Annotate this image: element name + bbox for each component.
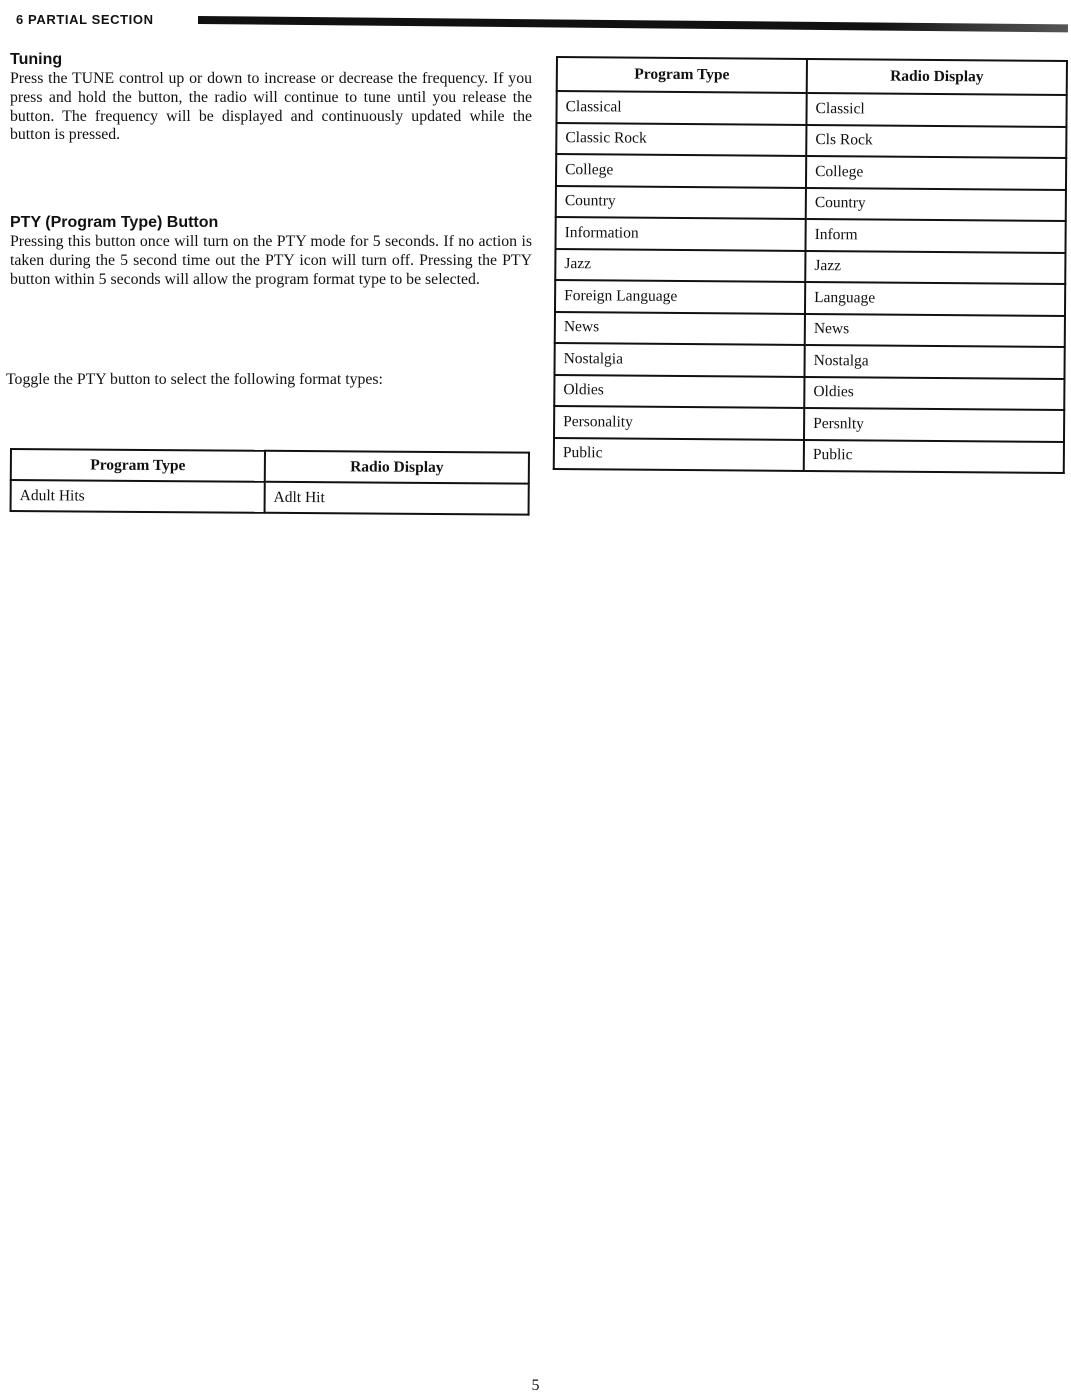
column-header-radio-display: Radio Display: [265, 451, 529, 484]
table-row: [555, 249, 1065, 285]
program-type-cell: Oldies: [554, 374, 804, 407]
column-header-program-type: Program Type: [11, 449, 265, 482]
page-header: [16, 10, 1066, 30]
table-row: [556, 91, 1066, 127]
radio-display-cell: Language: [805, 282, 1065, 316]
program-type-cell: Country: [556, 186, 806, 219]
radio-display-cell: Cls Rock: [806, 124, 1066, 158]
section-label: 6 PARTIAL SECTION: [16, 12, 154, 27]
pty-section: [10, 213, 532, 289]
program-type-cell: Classical: [556, 91, 806, 124]
program-type-cell: Nostalgia: [554, 343, 804, 376]
toggle-instructions: Toggle the PTY button to select the following format types:: [6, 371, 383, 388]
header-rule: [198, 16, 1068, 32]
radio-display-cell: Persnlty: [804, 408, 1064, 442]
radio-display-cell: Jazz: [805, 250, 1065, 284]
program-type-cell: Classic Rock: [556, 123, 806, 156]
program-type-cell: Foreign Language: [555, 280, 805, 313]
pty-heading: PTY (Program Type) Button: [10, 214, 219, 231]
radio-display-cell: Oldies: [804, 376, 1064, 410]
program-type-table-part-2: [553, 56, 1068, 474]
table-row: [555, 217, 1065, 253]
table-header-row: [557, 57, 1067, 95]
table-row: [554, 343, 1064, 379]
table-row: [556, 123, 1066, 159]
column-header-radio-display: Radio Display: [807, 59, 1067, 95]
table-header-row: [11, 449, 529, 484]
table-row: [556, 154, 1066, 190]
program-type-cell: Adult Hits: [11, 480, 265, 513]
page-number: 5: [531, 1377, 540, 1394]
table-row: [555, 280, 1065, 316]
radio-display-cell: Country: [806, 187, 1066, 221]
table-row: [554, 437, 1064, 473]
tuning-heading: Tuning: [10, 51, 63, 68]
radio-display-cell: Nostalga: [804, 345, 1064, 379]
radio-display-cell: Inform: [805, 219, 1065, 253]
program-type-cell: Personality: [554, 406, 804, 439]
table-row: [554, 406, 1064, 442]
program-type-cell: Public: [554, 437, 804, 470]
radio-display-cell: Classicl: [806, 93, 1066, 127]
radio-display-cell: Adlt Hit: [264, 482, 528, 515]
tuning-section: [10, 50, 532, 145]
table-row: [556, 186, 1066, 222]
program-type-cell: News: [555, 311, 805, 344]
tuning-paragraph: Press the TUNE control up or down to increase or decrease the frequency. If you press and hold the button, the radio will continue to tune until you release the button. The frequency will be displayed and continuously updated while the button is pressed.: [10, 70, 532, 144]
radio-display-cell: College: [806, 156, 1066, 190]
program-type-cell: College: [556, 154, 806, 187]
column-header-program-type: Program Type: [557, 57, 807, 93]
pty-paragraph: Pressing this button once will turn on the PTY mode for 5 seconds. If no action is taken during the 5 second time out the PTY icon will turn off. Pressing the PTY button within 5 seconds will allow the program format type to be selected.: [10, 233, 532, 288]
table-row: [555, 311, 1065, 347]
program-type-table-part-1: [10, 448, 530, 516]
radio-display-cell: News: [805, 313, 1065, 347]
program-type-cell: Jazz: [555, 249, 805, 282]
radio-display-cell: Public: [804, 439, 1064, 473]
program-type-cell: Information: [555, 217, 805, 250]
table-row: [554, 374, 1064, 410]
table-row: [11, 480, 529, 515]
